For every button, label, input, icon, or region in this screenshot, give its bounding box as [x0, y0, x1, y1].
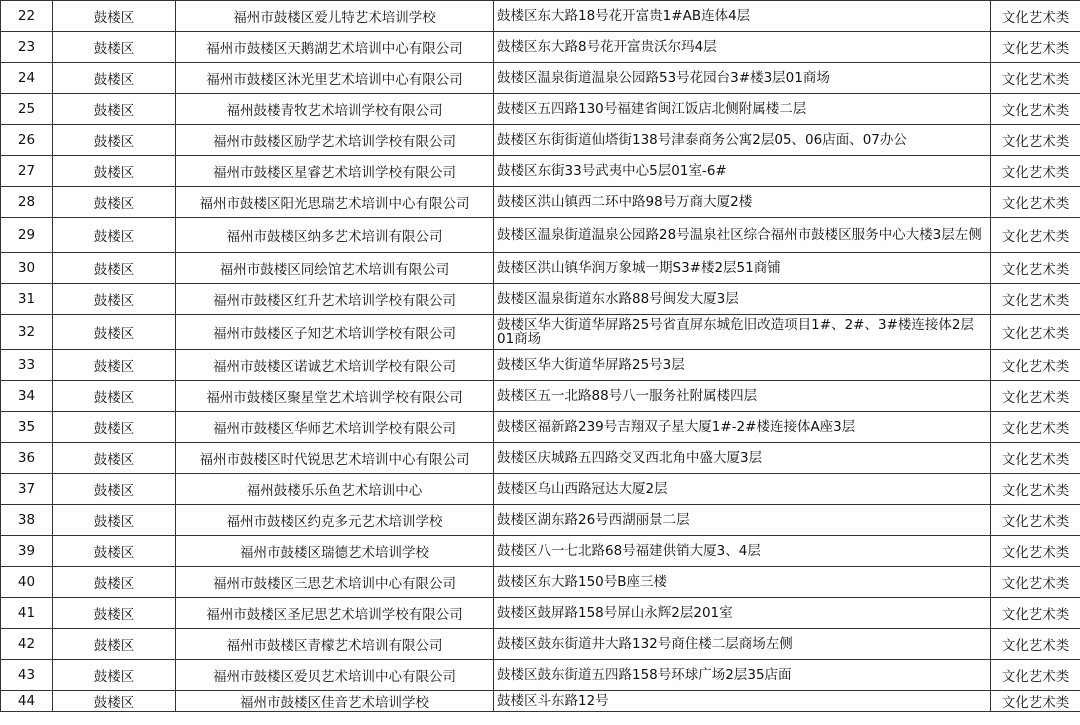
table-row: [1, 253, 1080, 284]
institution-name-cell: 福州市鼓楼区瑞德艺术培训学校: [176, 536, 494, 567]
institution-name-cell: 福州市鼓楼区同绘馆艺术培训有限公司: [176, 253, 494, 284]
row-number: 26: [1, 125, 53, 156]
row-number: 36: [1, 443, 53, 474]
institution-name-cell: 福州市鼓楼区约克多元艺术培训学校: [176, 505, 494, 536]
category-cell: 文化艺术类: [991, 505, 1080, 536]
row-number: 33: [1, 350, 53, 381]
row-number: 37: [1, 474, 53, 505]
district-cell: 鼓楼区: [53, 284, 176, 315]
institution-name-cell: 福州市鼓楼区爱儿特艺术培训学校: [176, 1, 494, 32]
address-cell: 鼓楼区洪山镇西二环中路98号万商大厦2楼: [494, 187, 991, 218]
address-cell: 鼓楼区东大路18号花开富贵1#AB连体4层: [494, 1, 991, 32]
address-cell: 鼓楼区乌山西路冠达大厦2层: [494, 474, 991, 505]
category-cell: 文化艺术类: [991, 94, 1080, 125]
district-cell: 鼓楼区: [53, 1, 176, 32]
address-cell: 鼓楼区温泉街道温泉公园路28号温泉社区综合福州市鼓楼区服务中心大楼3层左侧: [494, 218, 991, 253]
district-cell: 鼓楼区: [53, 691, 176, 712]
address-cell: 鼓楼区华大街道华屏路25号3层: [494, 350, 991, 381]
category-cell: 文化艺术类: [991, 443, 1080, 474]
district-cell: 鼓楼区: [53, 660, 176, 691]
table-row: [1, 567, 1080, 598]
table-row: [1, 598, 1080, 629]
institution-name-cell: 福州市鼓楼区青檬艺术培训有限公司: [176, 629, 494, 660]
row-number: 31: [1, 284, 53, 315]
address-cell: 鼓楼区鼓屏路158号屏山永辉2层201室: [494, 598, 991, 629]
address-cell: 鼓楼区庆城路五四路交叉西北角中盛大厦3层: [494, 443, 991, 474]
category-cell: 文化艺术类: [991, 412, 1080, 443]
table-row: [1, 474, 1080, 505]
table-row: [1, 187, 1080, 218]
address-cell: 鼓楼区东大路150号B座三楼: [494, 567, 991, 598]
district-cell: 鼓楼区: [53, 598, 176, 629]
table-row: [1, 94, 1080, 125]
address-cell: 鼓楼区温泉街道温泉公园路53号花园台3#楼3层01商场: [494, 63, 991, 94]
category-cell: 文化艺术类: [991, 1, 1080, 32]
address-cell: 鼓楼区湖东路26号西湖丽景二层: [494, 505, 991, 536]
district-cell: 鼓楼区: [53, 443, 176, 474]
category-cell: 文化艺术类: [991, 567, 1080, 598]
institution-name-cell: 福州市鼓楼区纳多艺术培训有限公司: [176, 218, 494, 253]
institution-name-cell: 福州市鼓楼区子知艺术培训学校有限公司: [176, 315, 494, 350]
address-cell: 鼓楼区鼓东街道井大路132号商住楼二层商场左侧: [494, 629, 991, 660]
institution-name-cell: 福州市鼓楼区聚星堂艺术培训学校有限公司: [176, 381, 494, 412]
institution-name-cell: 福州市鼓楼区星睿艺术培训学校有限公司: [176, 156, 494, 187]
institution-name-cell: 福州市鼓楼区华师艺术培训学校有限公司: [176, 412, 494, 443]
table-row: [1, 156, 1080, 187]
institution-name-cell: 福州市鼓楼区沐光里艺术培训中心有限公司: [176, 63, 494, 94]
row-number: 44: [1, 691, 53, 712]
row-number: 29: [1, 218, 53, 253]
table-row: [1, 443, 1080, 474]
address-cell: 鼓楼区华大街道华屏路25号省直屏东城危旧改造项目1#、2#、3#楼连接体2层01商场: [494, 315, 991, 350]
row-number: 43: [1, 660, 53, 691]
institution-name-cell: 福州市鼓楼区圣尼思艺术培训学校有限公司: [176, 598, 494, 629]
category-cell: 文化艺术类: [991, 315, 1080, 350]
district-cell: 鼓楼区: [53, 315, 176, 350]
row-number: 25: [1, 94, 53, 125]
district-cell: 鼓楼区: [53, 187, 176, 218]
district-cell: 鼓楼区: [53, 412, 176, 443]
address-cell: 鼓楼区温泉街道东水路88号闽发大厦3层: [494, 284, 991, 315]
row-number: 28: [1, 187, 53, 218]
institution-name-cell: 福州鼓楼乐乐鱼艺术培训中心: [176, 474, 494, 505]
category-cell: 文化艺术类: [991, 691, 1080, 712]
table-row: [1, 350, 1080, 381]
category-cell: 文化艺术类: [991, 32, 1080, 63]
district-cell: 鼓楼区: [53, 567, 176, 598]
address-cell: 鼓楼区八一七北路68号福建供销大厦3、4层: [494, 536, 991, 567]
category-cell: 文化艺术类: [991, 381, 1080, 412]
row-number: 40: [1, 567, 53, 598]
row-number: 30: [1, 253, 53, 284]
address-cell: 鼓楼区斗东路12号: [494, 691, 991, 712]
address-cell: 鼓楼区鼓东街道五四路158号环球广场2层35店面: [494, 660, 991, 691]
district-cell: 鼓楼区: [53, 253, 176, 284]
address-cell: 鼓楼区东大路8号花开富贵沃尔玛4层: [494, 32, 991, 63]
table-row: [1, 315, 1080, 350]
row-number: 39: [1, 536, 53, 567]
address-cell: 鼓楼区东街街道仙塔街138号津泰商务公寓2层05、06店面、07办公: [494, 125, 991, 156]
table-body: [1, 1, 1080, 712]
category-cell: 文化艺术类: [991, 187, 1080, 218]
category-cell: 文化艺术类: [991, 660, 1080, 691]
table-row: [1, 691, 1080, 712]
table-row: [1, 32, 1080, 63]
category-cell: 文化艺术类: [991, 536, 1080, 567]
row-number: 24: [1, 63, 53, 94]
institution-name-cell: 福州市鼓楼区诺诚艺术培训学校有限公司: [176, 350, 494, 381]
district-cell: 鼓楼区: [53, 218, 176, 253]
table-row: [1, 284, 1080, 315]
address-cell: 鼓楼区洪山镇华润万象城一期S3#楼2层51商铺: [494, 253, 991, 284]
institution-name-cell: 福州市鼓楼区爱贝艺术培训中心有限公司: [176, 660, 494, 691]
district-cell: 鼓楼区: [53, 474, 176, 505]
table-row: [1, 536, 1080, 567]
row-number: 22: [1, 1, 53, 32]
district-cell: 鼓楼区: [53, 32, 176, 63]
table-row: [1, 381, 1080, 412]
category-cell: 文化艺术类: [991, 63, 1080, 94]
row-number: 35: [1, 412, 53, 443]
row-number: 38: [1, 505, 53, 536]
row-number: 27: [1, 156, 53, 187]
district-cell: 鼓楼区: [53, 505, 176, 536]
address-cell: 鼓楼区东街33号武夷中心5层01室-6#: [494, 156, 991, 187]
address-cell: 鼓楼区福新路239号吉翔双子星大厦1#-2#楼连接体A座3层: [494, 412, 991, 443]
category-cell: 文化艺术类: [991, 218, 1080, 253]
row-number: 41: [1, 598, 53, 629]
institution-name-cell: 福州市鼓楼区励学艺术培训学校有限公司: [176, 125, 494, 156]
table-row: [1, 63, 1080, 94]
district-cell: 鼓楼区: [53, 350, 176, 381]
institution-name-cell: 福州市鼓楼区佳音艺术培训学校: [176, 691, 494, 712]
table-row: [1, 218, 1080, 253]
district-cell: 鼓楼区: [53, 381, 176, 412]
table-row: [1, 412, 1080, 443]
category-cell: 文化艺术类: [991, 156, 1080, 187]
category-cell: 文化艺术类: [991, 350, 1080, 381]
district-cell: 鼓楼区: [53, 629, 176, 660]
institution-name-cell: 福州市鼓楼区天鹅湖艺术培训中心有限公司: [176, 32, 494, 63]
district-cell: 鼓楼区: [53, 94, 176, 125]
institution-name-cell: 福州市鼓楼区红升艺术培训学校有限公司: [176, 284, 494, 315]
row-number: 23: [1, 32, 53, 63]
address-cell: 鼓楼区五一北路88号八一服务社附属楼四层: [494, 381, 991, 412]
table-row: [1, 1, 1080, 32]
district-cell: 鼓楼区: [53, 125, 176, 156]
category-cell: 文化艺术类: [991, 253, 1080, 284]
table-row: [1, 125, 1080, 156]
row-number: 34: [1, 381, 53, 412]
category-cell: 文化艺术类: [991, 598, 1080, 629]
category-cell: 文化艺术类: [991, 284, 1080, 315]
table-row: [1, 660, 1080, 691]
row-number: 32: [1, 315, 53, 350]
district-cell: 鼓楼区: [53, 536, 176, 567]
district-cell: 鼓楼区: [53, 63, 176, 94]
category-cell: 文化艺术类: [991, 629, 1080, 660]
institution-name-cell: 福州市鼓楼区三思艺术培训中心有限公司: [176, 567, 494, 598]
category-cell: 文化艺术类: [991, 125, 1080, 156]
institution-name-cell: 福州鼓楼青牧艺术培训学校有限公司: [176, 94, 494, 125]
table-row: [1, 505, 1080, 536]
address-cell: 鼓楼区五四路130号福建省闽江饭店北侧附属楼二层: [494, 94, 991, 125]
institution-name-cell: 福州市鼓楼区时代锐思艺术培训中心有限公司: [176, 443, 494, 474]
category-cell: 文化艺术类: [991, 474, 1080, 505]
institution-name-cell: 福州市鼓楼区阳光思瑞艺术培训中心有限公司: [176, 187, 494, 218]
table-row: [1, 629, 1080, 660]
row-number: 42: [1, 629, 53, 660]
district-cell: 鼓楼区: [53, 156, 176, 187]
